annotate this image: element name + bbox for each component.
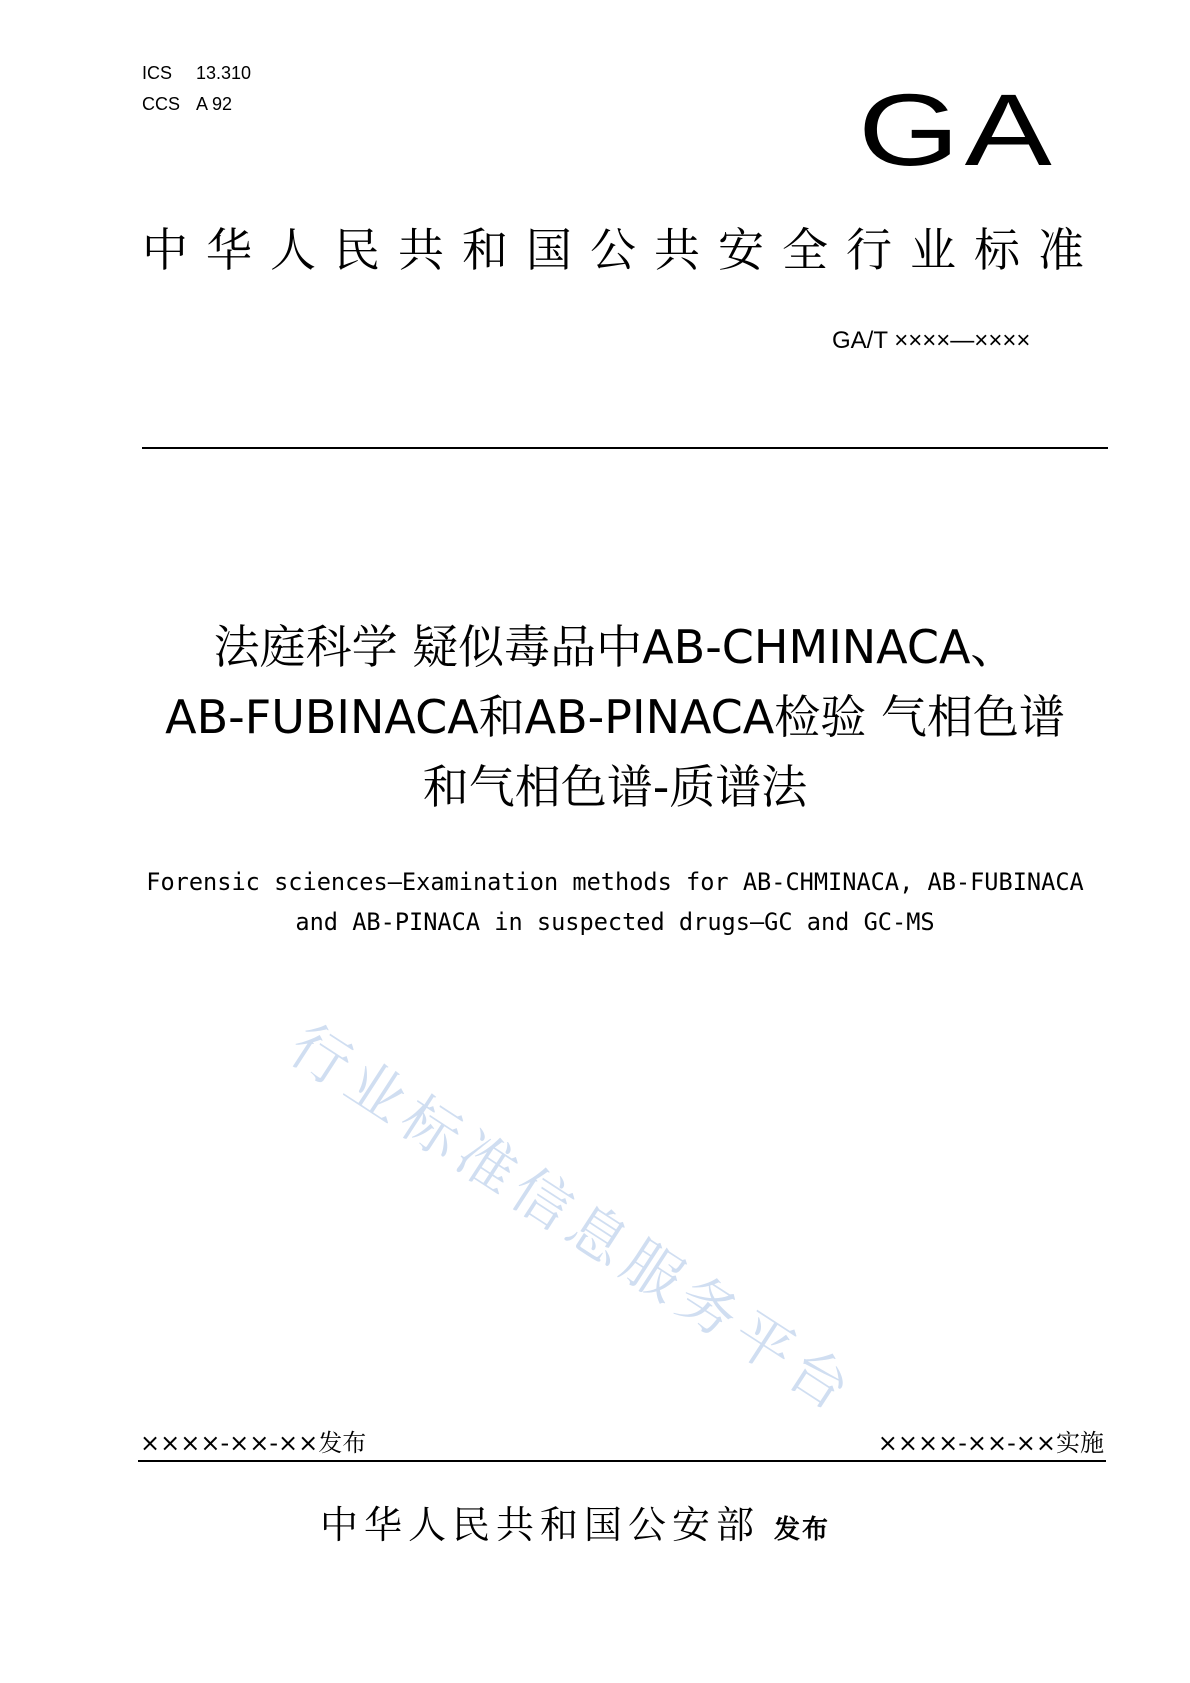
english-title-line-1: Forensic sciences—Examination methods for AB-CHMINACA, AB-FUBINACA xyxy=(146,868,1084,896)
chinese-title xyxy=(130,612,1100,822)
english-title xyxy=(130,862,1100,942)
implement-date: ××××-××-××实施 xyxy=(877,1429,1104,1457)
chinese-title-line-2: AB-FUBINACA和AB-PINACA检验 气相色谱 xyxy=(165,690,1065,744)
english-title-line-2: and AB-PINACA in suspected drugs—GC and GC-MS xyxy=(295,908,935,936)
watermark: 行业标准信息服务平台 xyxy=(277,1010,869,1428)
ccs-value: A 92 xyxy=(196,94,233,114)
ccs-code xyxy=(142,93,232,115)
ga-logo: GA xyxy=(858,73,1057,187)
chinese-title-line-1: 法庭科学 疑似毒品中AB-CHMINACA、 xyxy=(213,620,1017,674)
standard-number: GA/T ××××—×××× xyxy=(832,327,1031,354)
issuer-name: 中华人民共和国公安部 xyxy=(320,1503,761,1547)
publish-date: ××××-××-××发布 xyxy=(140,1429,367,1457)
ics-value: 13.310 xyxy=(196,63,252,83)
header-divider xyxy=(142,447,1108,449)
chinese-title-line-3: 和气相色谱-质谱法 xyxy=(422,760,808,814)
ics-code xyxy=(142,62,251,84)
footer-divider xyxy=(138,1460,1106,1462)
ics-label: ICS xyxy=(142,63,173,83)
ccs-label: CCS xyxy=(142,94,181,114)
organization-title: 中华人民共和国公共安全行业标准 xyxy=(142,223,1102,277)
issuer xyxy=(320,1500,940,1555)
issuer-action: 发布 xyxy=(774,1515,831,1545)
